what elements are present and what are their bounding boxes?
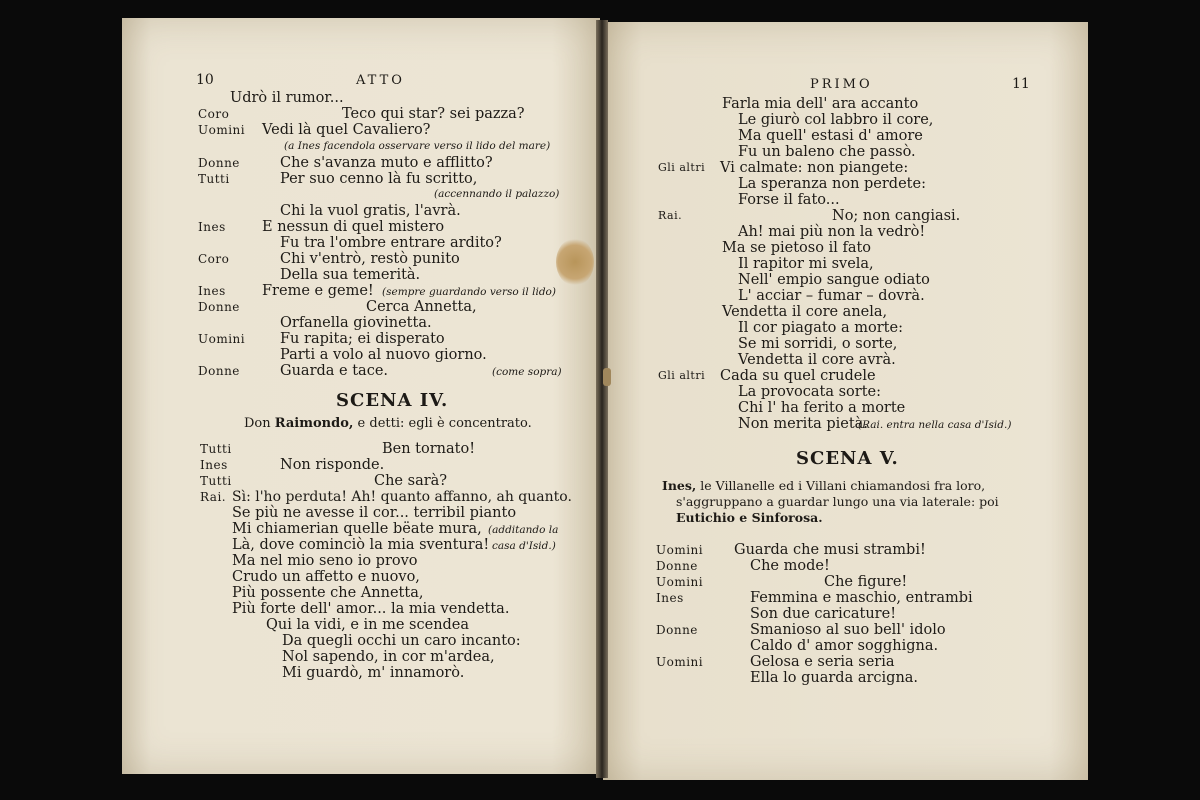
page-stain-small: [603, 368, 611, 386]
verse-line: Là, dove cominciò la mia sventura!: [232, 537, 490, 553]
verse-line: Chi l' ha ferito a morte: [738, 400, 906, 416]
right-page-number: 11: [1012, 76, 1030, 92]
verse-line: Ma se pietoso il fato: [722, 240, 872, 256]
speaker-label: Donne: [656, 559, 698, 573]
verse-line: Freme e geme!: [262, 283, 374, 299]
speaker-label: Gli altri: [658, 161, 706, 174]
speaker-label: Uomini: [656, 655, 704, 669]
verse-line: Mi guardò, m' innamorò.: [282, 665, 465, 681]
scene-intro-text: e detti: egli è concentrato.: [357, 416, 532, 431]
stage-direction: (Rai. entra nella casa d'Isid.): [858, 419, 1012, 431]
verse-line: Non merita pietà.: [738, 416, 868, 432]
speaker-label: Uomini: [198, 123, 246, 137]
verse-line: Per suo cenno là fu scritto,: [280, 171, 478, 187]
verse-line: Nell' empio sangue odiato: [738, 272, 930, 288]
scene-intro: [244, 416, 532, 432]
speaker-label: Donne: [198, 156, 240, 170]
speaker-label: Donne: [198, 300, 240, 314]
verse-line: Forse il fato...: [738, 192, 840, 208]
verse-line: Vedi là quel Cavaliero?: [262, 122, 431, 138]
verse-line: E nessun di quel mistero: [262, 219, 445, 235]
verse-line: Parti a volo al nuovo giorno.: [280, 347, 487, 363]
verse-line: Se più ne avesse il cor... terribil pianto: [232, 505, 517, 521]
verse-line: Udrò il rumor...: [230, 90, 344, 106]
speaker-label: Tutti: [200, 442, 232, 456]
stage-direction: (a Ines facendola osservare verso il lido del mare): [284, 140, 551, 152]
speaker-label: Donne: [198, 364, 240, 378]
verse-line: Fu un baleno che passò.: [738, 144, 916, 160]
verse-line: Sì: l'ho perduta! Ah! quanto affanno, ah quanto.: [232, 489, 572, 505]
scene-intro-text: s'aggruppano a guardar lungo una via laterale: poi: [676, 494, 999, 509]
right-page-header: PRIMO: [810, 77, 873, 92]
verse-line: Orfanella giovinetta.: [280, 315, 432, 331]
verse-line: Le giurò col labbro il core,: [738, 112, 934, 128]
verse-line: Fu tra l'ombre entrare ardito?: [280, 235, 502, 251]
verse-line: Guarda e tace.: [280, 363, 389, 379]
verse-line: Qui la vidi, e in me scendea: [266, 617, 470, 633]
verse-line: Nol sapendo, in cor m'ardea,: [282, 649, 495, 665]
speaker-label: Rai.: [658, 209, 683, 222]
left-page-header: ATTO: [356, 73, 405, 88]
verse-line: Fu rapita; ei disperato: [280, 331, 445, 347]
character-name: Ines,: [662, 478, 697, 493]
verse-line: Ben tornato!: [382, 441, 476, 457]
speaker-label: Ines: [198, 284, 226, 298]
verse-line: Che sarà?: [374, 473, 448, 489]
speaker-label: Rai.: [200, 490, 227, 504]
character-name: Raimondo,: [274, 416, 354, 431]
stage-direction: (accennando il palazzo): [434, 188, 560, 200]
character-names: Eutichio e Sinforosa.: [676, 510, 823, 525]
speaker-label: Gli altri: [658, 369, 706, 382]
scene-intro: [662, 478, 985, 494]
verse-line: Più possente che Annetta,: [232, 585, 424, 601]
book-spine: [596, 20, 608, 778]
page-stain: [556, 238, 594, 286]
stage-direction: (additando la: [488, 524, 559, 536]
verse-line: Non risponde.: [280, 457, 385, 473]
speaker-label: Coro: [198, 107, 230, 121]
left-page-number: 10: [196, 72, 214, 88]
verse-line: La provocata sorte:: [738, 384, 881, 400]
speaker-label: Donne: [656, 623, 698, 637]
verse-line: Chi v'entrò, restò punito: [280, 251, 460, 267]
verse-line: L' acciar – fumar – dovrà.: [738, 288, 925, 304]
verse-line: Caldo d' amor sogghigna.: [750, 638, 939, 654]
verse-line: Il rapitor mi svela,: [738, 256, 874, 272]
verse-line: Più forte dell' amor... la mia vendetta.: [232, 601, 510, 617]
verse-line: Che figure!: [824, 574, 908, 590]
verse-line: Mi chiamerian quelle bëate mura,: [232, 521, 482, 537]
stage-direction: (sempre guardando verso il lido): [382, 286, 556, 298]
verse-line: Ma nel mio seno io provo: [232, 553, 418, 569]
verse-line: Vendetta il core avrà.: [738, 352, 896, 368]
speaker-label: Uomini: [656, 575, 704, 589]
verse-line: Cerca Annetta,: [366, 299, 477, 315]
verse-line: Vi calmate: non piangete:: [720, 160, 909, 176]
verse-line: Ma quell' estasi d' amore: [738, 128, 923, 144]
verse-line: Son due caricature!: [750, 606, 897, 622]
verse-line: Guarda che musi strambi!: [734, 542, 926, 558]
speaker-label: Tutti: [200, 474, 232, 488]
scene-intro-prefix: Don: [244, 416, 271, 431]
speaker-label: Ines: [198, 220, 226, 234]
verse-line: Cada su quel crudele: [720, 368, 876, 384]
stage-direction: (come sopra): [492, 366, 562, 378]
speaker-label: Coro: [198, 252, 230, 266]
verse-line: Che s'avanza muto e afflitto?: [280, 155, 493, 171]
verse-line: Crudo un affetto e nuovo,: [232, 569, 420, 585]
verse-line: Femmina e maschio, entrambi: [750, 590, 973, 606]
verse-line: Della sua temerità.: [280, 267, 421, 283]
verse-line: Il cor piagato a morte:: [738, 320, 903, 336]
speaker-label: Uomini: [656, 543, 704, 557]
scene-title: SCENA IV.: [336, 390, 449, 411]
speaker-label: Uomini: [198, 332, 246, 346]
verse-line: Vendetta il core anela,: [722, 304, 888, 320]
verse-line: Gelosa e seria seria: [750, 654, 895, 670]
scene-intro-text: le Villanelle ed i Villani chiamandosi fra loro,: [700, 478, 986, 493]
verse-line: Chi la vuol gratis, l'avrà.: [280, 203, 461, 219]
verse-line: No; non cangiasi.: [832, 208, 961, 224]
verse-line: Ah! mai più non la vedrò!: [738, 224, 926, 240]
speaker-label: Ines: [656, 591, 684, 605]
speaker-label: Ines: [200, 458, 228, 472]
verse-line: Smanioso al suo bell' idolo: [750, 622, 946, 638]
speaker-label: Tutti: [198, 172, 230, 186]
verse-line: La speranza non perdete:: [738, 176, 926, 192]
stage-direction: casa d'Isid.): [492, 540, 556, 552]
verse-line: Farla mia dell' ara accanto: [722, 96, 919, 112]
verse-line: Se mi sorridi, o sorte,: [738, 336, 898, 352]
verse-line: Che mode!: [750, 558, 830, 574]
scene-title: SCENA V.: [796, 448, 899, 469]
verse-line: Da quegli occhi un caro incanto:: [282, 633, 521, 649]
verse-line: Teco qui star? sei pazza?: [342, 106, 525, 122]
verse-line: Ella lo guarda arcigna.: [750, 670, 919, 686]
